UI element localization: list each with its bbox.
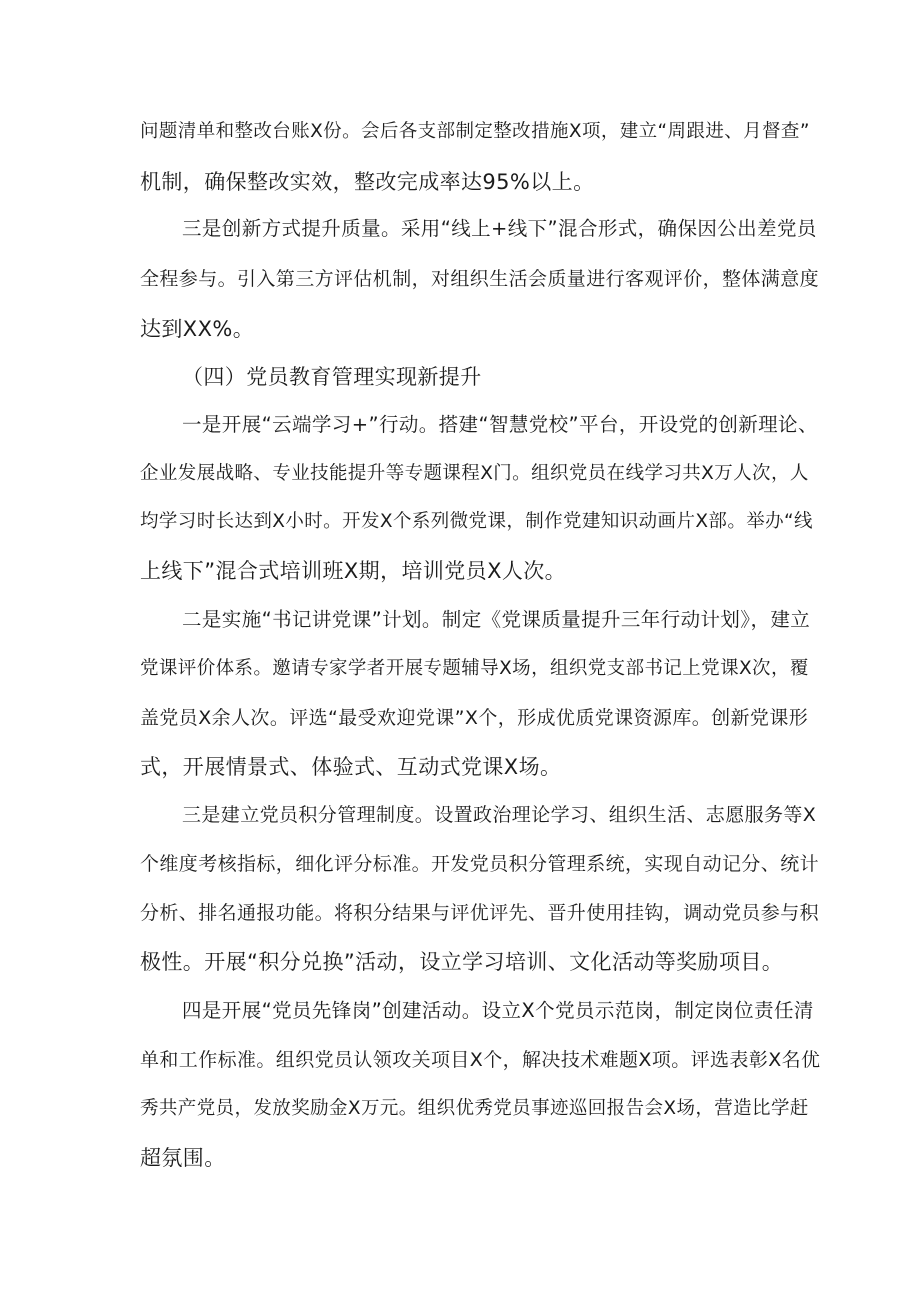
paragraph-line: 单和工作标准。组织党员认领攻关项目X个，解决技术难题X项。评选表彰X名优 <box>140 1049 821 1071</box>
paragraph-line: 均学习时长达到X小时。开发X个系列微党课，制作党建知识动画片X部。举办“线 <box>140 511 813 532</box>
section-heading: （四）党员教育管理实现新提升 <box>182 365 482 389</box>
paragraph-line: 二是实施“书记讲党课”计划。制定《党课质量提升三年行动计划》，建立 <box>182 608 811 631</box>
paragraph-line: 盖党员X余人次。评选“最受欢迎党课”X个，形成优质党课资源库。创新党课形 <box>140 707 809 729</box>
paragraph-line: 一是开展“云端学习+”行动。搭建“智慧党校”平台，开设党的创新理论、 <box>182 413 818 436</box>
paragraph-line: 三是建立党员积分管理制度。设置政治理论学习、组织生活、志愿服务等X <box>182 804 817 826</box>
paragraph-line: 三是创新方式提升质量。采用“线上+线下”混合形式，确保因公出差党员 <box>182 217 817 240</box>
paragraph-line: 极性。开展“积分兑换”活动，设立学习培训、文化活动等奖励项目。 <box>140 950 784 974</box>
paragraph-line: 问题清单和整改台账X份。会后各支部制定整改措施X项，建立“周跟进、月督查” <box>140 121 810 142</box>
paragraph-line: 机制，确保整改实效，整改完成率达95%以上。 <box>140 170 595 194</box>
paragraph-line: 党课评价体系。邀请专家学者开展专题辅导X场，组织党支部书记上党课X次，覆 <box>140 658 809 679</box>
paragraph-line: 分析、排名通报功能。将积分结果与评优评先、晋升使用挂钩，调动党员参与积 <box>140 902 820 924</box>
paragraph-line: 四是开展“党员先锋岗”创建活动。设立X个党员示范岗，制定岗位责任清 <box>182 999 814 1022</box>
paragraph-line: 全程参与。引入第三方评估机制，对组织生活会质量进行客观评价，整体满意度 <box>140 268 820 290</box>
paragraph-line: 企业发展战略、专业技能提升等专题课程X门。组织党员在线学习共X万人次，人 <box>140 463 809 484</box>
paragraph-line: 式，开展情景式、体验式、互动式党课X场。 <box>140 755 562 779</box>
paragraph-line: 上线下”混合式培训班X期，培训党员X人次。 <box>140 559 567 583</box>
paragraph-line: 秀共产党员，发放奖励金X万元。组织优秀党员事迹巡回报告会X场，营造比学赶 <box>140 1098 809 1119</box>
paragraph-line: 达到XX%。 <box>140 317 255 341</box>
paragraph-line: 超氛围。 <box>140 1146 226 1170</box>
paragraph-line: 个维度考核指标，细化评分标准。开发党员积分管理系统，实现自动记分、统计 <box>140 853 820 875</box>
